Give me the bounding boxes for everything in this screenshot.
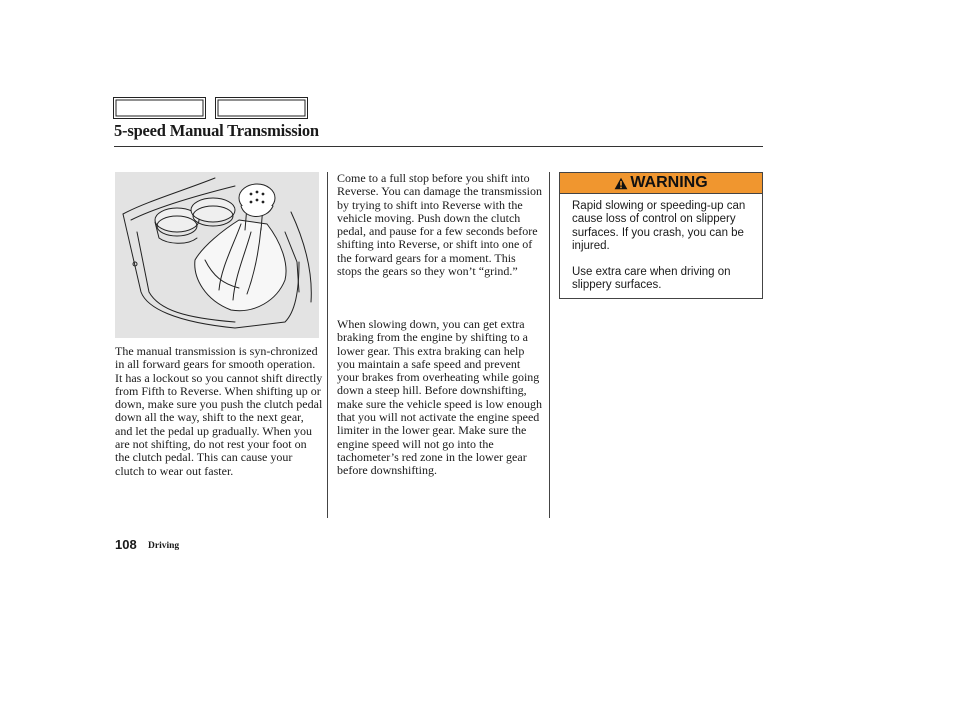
warning-header [560, 173, 762, 194]
footer-section-label: Driving [148, 541, 180, 551]
page-number: 108 [115, 537, 137, 552]
warning-label: WARNING [630, 174, 708, 191]
gear-shift-illustration [115, 172, 319, 338]
transmission-intro-text: The manual transmission is syn-chronized in all forward gears for smooth operation. It has a lockout so you cannot shift directly from Fifth to Reverse. When shifting up or down, make sure you push the clutch pedal down all the way, shift to the next gear, and let the pedal up gradually. When you are not shifting, do not rest your foot on the clutch pedal. This can cause your clutch to wear out faster. [115, 344, 323, 478]
warning-triangle-icon [614, 177, 628, 190]
column-divider-2 [549, 172, 550, 518]
title-divider [114, 146, 763, 147]
warning-box [559, 172, 763, 299]
gear-shift-icon [115, 172, 319, 338]
section-tab-box-2 [215, 97, 308, 119]
warning-text-1: Rapid slowing or speeding-up can cause loss of control on slippery surfaces. If you crash, you can be injured. [572, 200, 746, 252]
reverse-shift-text: Come to a full stop before you shift into Reverse. You can damage the transmission by trying to shift into Reverse with the vehicle moving. Push down the clutch pedal, and pause for a few seconds before shifting into Reverse, or shift into one of the forward gears for a moment. This stops the gears so they won’t “grind.” [337, 171, 542, 279]
column-divider-1 [327, 172, 328, 518]
section-tab-box-1 [113, 97, 206, 119]
page-title: 5-speed Manual Transmission [114, 121, 319, 140]
engine-braking-text: When slowing down, you can get extra braking from the engine by shifting to a lower gear. This extra braking can help you maintain a safe speed and prevent your brakes from overheating while going down a steep hill. Before downshifting, make sure the vehicle speed is low enough that you will not activate the engine speed limiter in the lower gear. Make sure the engine speed will not go into the tachometer’s red zone in the lower gear before downshifting. [337, 317, 542, 478]
warning-text-2: Use extra care when driving on slippery surfaces. [572, 266, 731, 292]
